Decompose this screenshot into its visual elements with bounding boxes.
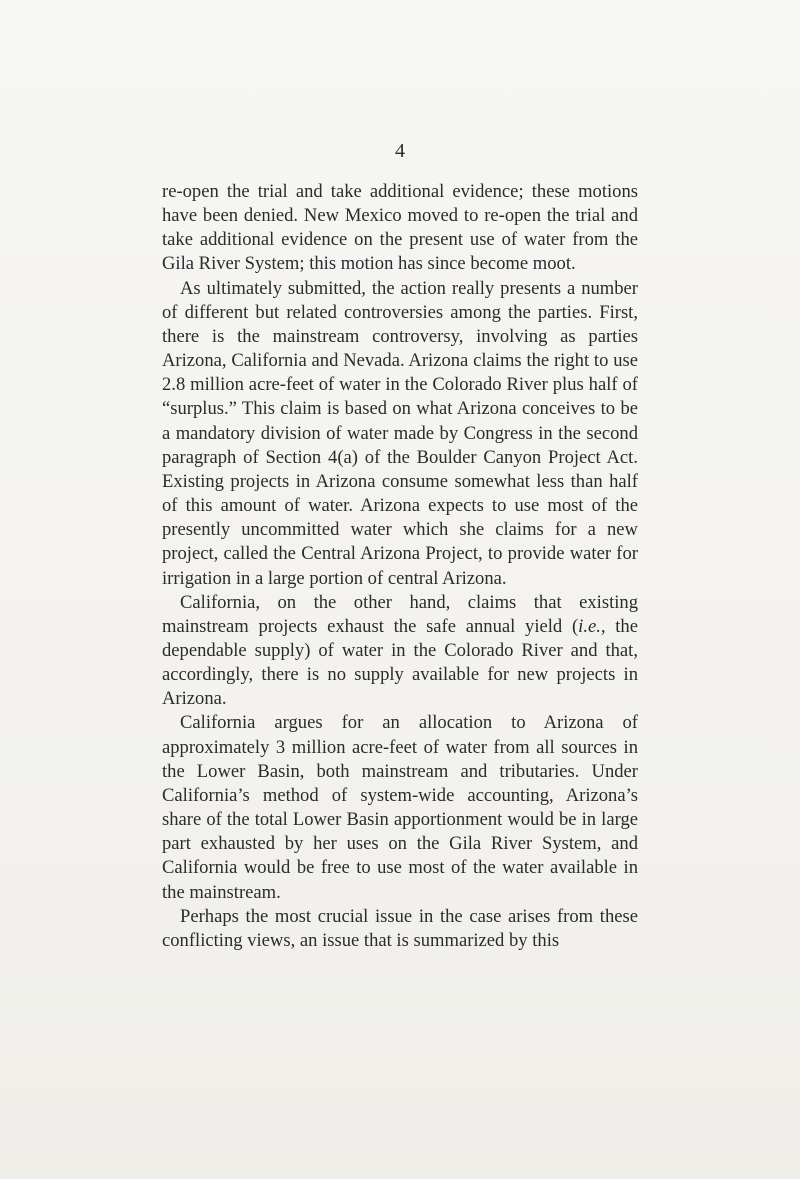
paragraph-controversies: As ultimately submitted, the action really presents a number of different but related controversies among the parties. First, there is the mainstream controversy, involving as parties Arizona, California and Nevada. Arizona claims the right to use 2.8 million acre-feet of water in the Colorado River plus half of “surplus.” This claim is based on what Arizona conceives to be a mandatory division of water made by Congress in the second paragraph of Section 4(a) of the Boulder Canyon Project Act. Existing projects in Arizona consume somewhat less than half of this amount of water. Arizona expects to use most of the presently uncommitted water which she claims for a new project, called the Central Arizona Project, to provide water for irrigation in a large portion of central Arizona.	[162, 277, 638, 589]
paragraph-california-claim	[162, 591, 638, 712]
paragraph-continuation: re-open the trial and take additional evidence; these motions have been denied. New Mexico moved to re-open the trial and take additional evidence on the present use of water from the Gila River System; this motion has since become moot.	[162, 181, 638, 275]
page-number: 4	[395, 140, 405, 162]
paragraph-allocation: California argues for an allocation to Arizona of approximately 3 million acre-feet of water from all sources in the Lower Basin, both mainstream and tributaries. Under California’s method of system-wide accounting, Arizona’s share of the total Lower Basin apportionment would be in large part exhausted by her uses on the Gila River System, and California would be free to use most of the water available in the mainstream.	[162, 712, 638, 903]
paragraph-crucial-issue: Perhaps the most crucial issue in the case arises from these conflicting views, an issue that is summarized by this	[162, 905, 638, 951]
latin-abbreviation: i.e.,	[578, 615, 606, 637]
body-text	[162, 180, 638, 953]
paragraph-california-claim-start: California, on the other hand, claims that existing mainstream projects exhaust the safe annual yield (	[162, 591, 638, 637]
paragraph-california-claim-end: the dependable supply) of water in the Colorado River and that, accordingly, there is no supply available for new projects in Arizona.	[162, 615, 638, 710]
